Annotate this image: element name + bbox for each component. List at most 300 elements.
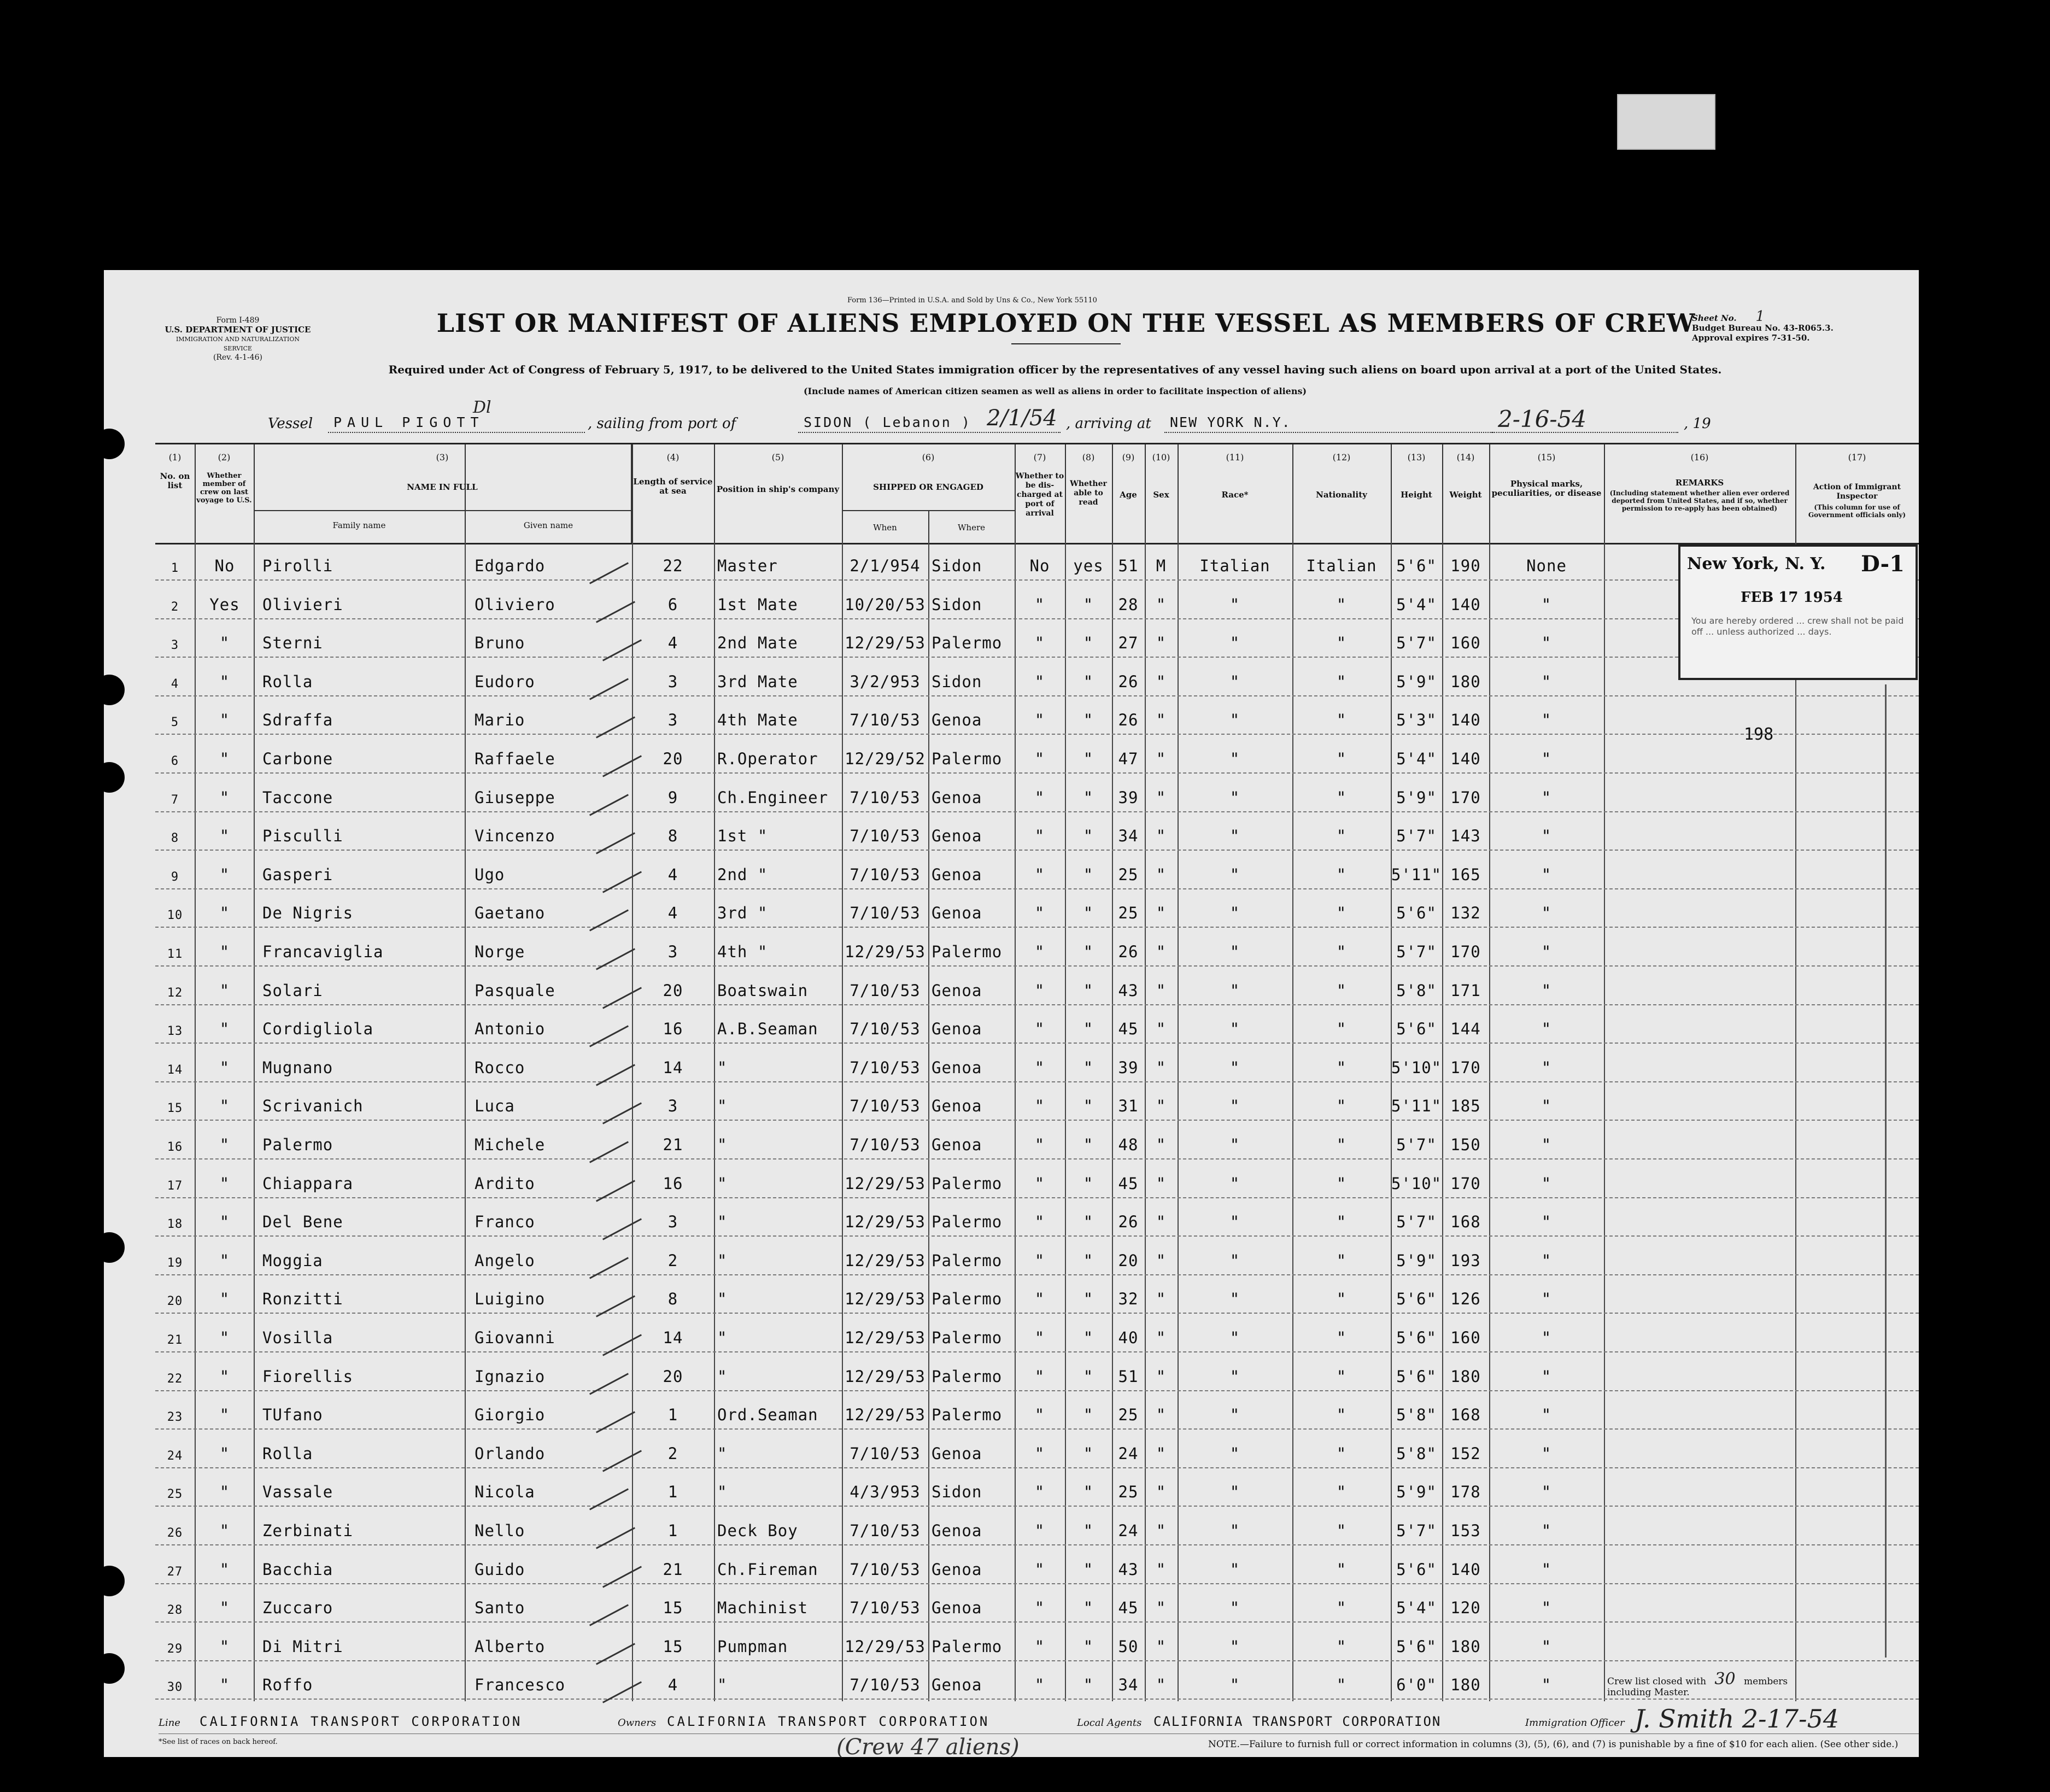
including-master: including Master. — [1607, 1687, 1690, 1698]
cell-given: Rocco — [475, 1058, 525, 1077]
agents-value: CALIFORNIA TRANSPORT CORPORATION — [1153, 1714, 1442, 1729]
col-num-14: (14) — [1456, 452, 1475, 462]
cell-race: " — [1229, 981, 1240, 1000]
cell-height: 5'7" — [1396, 634, 1437, 653]
cell-when: 7/10/53 — [850, 711, 921, 730]
cell-disch: " — [1034, 865, 1045, 884]
cell-when: 2/1/954 — [850, 557, 921, 575]
cell-race: " — [1229, 904, 1240, 923]
cell-read: " — [1083, 672, 1094, 691]
cell-disch: " — [1034, 1598, 1045, 1618]
cell-sex: " — [1156, 1598, 1167, 1618]
cell-disch: " — [1034, 749, 1045, 768]
cell-age: 20 — [1118, 1251, 1139, 1270]
cell-disch: " — [1034, 1521, 1045, 1540]
row-number: 7 — [171, 793, 179, 807]
cell-where: Genoa — [932, 904, 982, 923]
vessel-line — [268, 398, 1908, 435]
cell-length: 1 — [667, 1483, 678, 1502]
cell-marks: " — [1541, 1058, 1552, 1077]
row-number: 26 — [167, 1526, 183, 1540]
row-number: 20 — [167, 1295, 183, 1309]
cell-disch: " — [1034, 1367, 1045, 1386]
cell-sex: " — [1156, 634, 1167, 653]
cell-marks: " — [1541, 1637, 1552, 1656]
sailing-port: SIDON ( Lebanon ) — [804, 414, 971, 430]
cell-member: " — [219, 1174, 230, 1193]
cell-where: Genoa — [932, 1598, 982, 1618]
cell-marks: " — [1541, 634, 1552, 653]
officer-label: Immigration Officer — [1525, 1717, 1625, 1729]
cell-marks: " — [1541, 1676, 1552, 1695]
cell-member: " — [219, 1020, 230, 1039]
cell-length: 3 — [667, 711, 678, 730]
cell-marks: " — [1541, 711, 1552, 730]
cell-race: " — [1229, 1676, 1240, 1695]
cell-sex: " — [1156, 1328, 1167, 1347]
cell-position: 1st Mate — [717, 595, 798, 614]
cell-read: " — [1083, 1444, 1094, 1463]
cell-sex: " — [1156, 1020, 1167, 1039]
cell-age: 48 — [1118, 1135, 1139, 1154]
cell-family: Rolla — [262, 1444, 313, 1463]
cell-family: Zerbinati — [262, 1521, 354, 1540]
row-number: 18 — [167, 1217, 183, 1232]
cell-sex: " — [1156, 942, 1167, 961]
cell-where: Genoa — [932, 1020, 982, 1039]
cell-disch: " — [1034, 827, 1045, 846]
cell-given: Edgardo — [475, 557, 546, 575]
header-age: Age — [1120, 490, 1137, 500]
cell-family: Vosilla — [262, 1328, 333, 1347]
cell-sex: " — [1156, 1174, 1167, 1193]
cell-when: 7/10/53 — [850, 1676, 921, 1695]
col-num-16: (16) — [1690, 452, 1709, 462]
vessel-name: PAUL PIGOTT — [333, 414, 484, 430]
year-label: , 19 — [1684, 415, 1711, 432]
cell-nat: " — [1336, 595, 1347, 614]
cell-sex: " — [1156, 1135, 1167, 1154]
table-row — [155, 1198, 1919, 1237]
cell-sex: " — [1156, 1290, 1167, 1309]
cell-member: " — [219, 1328, 230, 1347]
cell-position: Pumpman — [717, 1637, 788, 1656]
cell-member: " — [219, 1676, 230, 1695]
cell-nat: " — [1336, 634, 1347, 653]
cell-marks: " — [1541, 1521, 1552, 1540]
service: IMMIGRATION AND NATURALIZATION SERVICE — [175, 336, 300, 352]
cell-when: 7/10/53 — [850, 981, 921, 1000]
cell-family: Di Mitri — [262, 1637, 343, 1656]
cell-marks: " — [1541, 1560, 1552, 1579]
header-able-read: Whether able to read — [1070, 479, 1107, 507]
cell-age: 25 — [1118, 904, 1139, 923]
cell-sex: " — [1156, 595, 1167, 614]
cell-disch: " — [1034, 942, 1045, 961]
cell-marks: " — [1541, 1135, 1552, 1154]
cell-where: Palermo — [932, 1174, 1003, 1193]
cell-sex: " — [1156, 1367, 1167, 1386]
cell-family: Sdraffa — [262, 711, 333, 730]
cell-age: 45 — [1118, 1174, 1139, 1193]
cell-weight: 180 — [1450, 1637, 1481, 1656]
header-remarks: REMARKS — [1675, 478, 1724, 488]
cell-family: Chiappara — [262, 1174, 354, 1193]
cell-family: Pirolli — [262, 557, 333, 575]
col-num-10: (10) — [1152, 452, 1170, 462]
cell-given: Giovanni — [475, 1328, 555, 1347]
table-row — [155, 1237, 1919, 1275]
cell-read: " — [1083, 1251, 1094, 1270]
cell-where: Genoa — [932, 1444, 982, 1463]
cell-marks: " — [1541, 1598, 1552, 1618]
cell-where: Sidon — [932, 557, 982, 575]
cell-nat: " — [1336, 749, 1347, 768]
cell-marks: " — [1541, 1174, 1552, 1193]
cell-nat: Italian — [1306, 557, 1377, 575]
cell-given: Angelo — [475, 1251, 535, 1270]
table-row — [155, 1121, 1919, 1159]
cell-family: Ronzitti — [262, 1290, 343, 1309]
cell-read: " — [1083, 1367, 1094, 1386]
cell-read: " — [1083, 942, 1094, 961]
cell-position: " — [717, 1328, 728, 1347]
row-number: 3 — [171, 639, 179, 653]
cell-sex: " — [1156, 749, 1167, 768]
cell-when: 7/10/53 — [850, 1598, 921, 1618]
cell-when: 7/10/53 — [850, 1444, 921, 1463]
cell-family: Olivieri — [262, 595, 343, 614]
cell-member: " — [219, 1058, 230, 1077]
handwritten-note: Dl — [473, 398, 491, 417]
cell-where: Genoa — [932, 711, 982, 730]
cell-height: 5'8" — [1396, 1406, 1437, 1425]
cell-height: 6'0" — [1396, 1676, 1437, 1695]
cell-member: " — [219, 981, 230, 1000]
cell-sex: " — [1156, 1251, 1167, 1270]
cell-height: 5'7" — [1396, 827, 1437, 846]
cell-read: " — [1083, 1213, 1094, 1232]
cell-height: 5'4" — [1396, 595, 1437, 614]
table-row — [155, 581, 1919, 619]
col-num-1: (1) — [168, 452, 181, 462]
cell-length: 3 — [667, 942, 678, 961]
table-row — [155, 1082, 1919, 1121]
cell-given: Franco — [475, 1213, 535, 1232]
table-row — [155, 851, 1919, 889]
cell-length: 3 — [667, 1213, 678, 1232]
cell-race: " — [1229, 634, 1240, 653]
cell-race: " — [1229, 1097, 1240, 1116]
cell-weight: 140 — [1450, 595, 1481, 614]
cell-sex: " — [1156, 827, 1167, 846]
cell-member: " — [219, 1406, 230, 1425]
table-row — [155, 1314, 1919, 1352]
cell-weight: 160 — [1450, 1328, 1481, 1347]
cell-when: 12/29/53 — [845, 1174, 926, 1193]
table-row — [155, 542, 1919, 581]
cell-where: Genoa — [932, 788, 982, 807]
cell-family: Carbone — [262, 749, 333, 768]
row-number: 23 — [167, 1410, 183, 1425]
table-row — [155, 735, 1919, 774]
form-number: Form I-489 — [216, 316, 260, 325]
cell-disch: " — [1034, 1483, 1045, 1502]
cell-given: Bruno — [475, 634, 525, 653]
cell-race: " — [1229, 1174, 1240, 1193]
cell-position: " — [717, 1290, 728, 1309]
col-num-3: (3) — [436, 452, 449, 462]
cell-weight: 180 — [1450, 1367, 1481, 1386]
cell-given: Ugo — [475, 865, 505, 884]
cell-nat: " — [1336, 942, 1347, 961]
cell-marks: " — [1541, 1444, 1552, 1463]
cell-length: 4 — [667, 904, 678, 923]
cell-race: " — [1229, 1598, 1240, 1618]
table-row — [155, 1160, 1919, 1198]
cell-when: 7/10/53 — [850, 1097, 921, 1116]
fine-note: NOTE.—Failure to furnish full or correct information in columns (3), (5), (6), and (7) is punishable by a fine of $10 for each alien. (See other side.) — [1208, 1739, 1899, 1750]
punch-hole — [94, 762, 125, 793]
cell-when: 7/10/53 — [850, 1058, 921, 1077]
cell-disch: " — [1034, 1676, 1045, 1695]
cell-member: " — [219, 1251, 230, 1270]
sheet-number-block — [1692, 308, 1872, 343]
cell-position: R.Operator — [717, 749, 818, 768]
cell-length: 20 — [663, 749, 683, 768]
cell-length: 1 — [667, 1521, 678, 1540]
cell-weight: 120 — [1450, 1598, 1481, 1618]
cell-marks: " — [1541, 981, 1552, 1000]
sailing-date: 2/1/54 — [987, 406, 1057, 431]
cell-disch: " — [1034, 1174, 1045, 1193]
form-id-block — [164, 316, 312, 362]
cell-age: 50 — [1118, 1637, 1139, 1656]
cell-family: Rolla — [262, 672, 313, 691]
cell-race: " — [1229, 1135, 1240, 1154]
cell-position: " — [717, 1676, 728, 1695]
cell-read: " — [1083, 1406, 1094, 1425]
cell-read: " — [1083, 865, 1094, 884]
cell-member: " — [219, 1598, 230, 1618]
cell-disch: " — [1034, 1328, 1045, 1347]
cell-race: " — [1229, 1058, 1240, 1077]
cell-where: Palermo — [932, 1328, 1003, 1347]
row-number: 9 — [171, 870, 179, 884]
cell-length: 4 — [667, 634, 678, 653]
cell-read: " — [1083, 1058, 1094, 1077]
cell-position: " — [717, 1058, 728, 1077]
crew-closed-label: Crew list closed with — [1607, 1676, 1707, 1687]
revision: (Rev. 4-1-46) — [213, 353, 262, 362]
cell-where: Genoa — [932, 827, 982, 846]
cell-length: 6 — [667, 595, 678, 614]
table-row — [155, 619, 1919, 658]
cell-height: 5'6" — [1396, 1367, 1437, 1386]
cell-sex: " — [1156, 1521, 1167, 1540]
cell-position: Ch.Engineer — [717, 788, 829, 807]
row-number: 12 — [167, 986, 183, 1000]
owners-label: Owners — [618, 1717, 657, 1729]
cell-race: " — [1229, 865, 1240, 884]
row-number: 27 — [167, 1565, 183, 1579]
cell-member: " — [219, 1135, 230, 1154]
cell-where: Genoa — [932, 981, 982, 1000]
header-action-sub: (This column for use of Government officials only) — [1808, 503, 1906, 519]
row-number: 6 — [171, 754, 179, 768]
cell-marks: " — [1541, 827, 1552, 846]
header-shipped: SHIPPED OR ENGAGED — [873, 482, 983, 492]
cell-height: 5'6" — [1396, 1020, 1437, 1039]
cell-disch: " — [1034, 711, 1045, 730]
cell-given: Giorgio — [475, 1406, 546, 1425]
cell-given: Pasquale — [475, 981, 555, 1000]
printer-line: Form 136—Printed in U.S.A. and Sold by Uns & Co., New York 55110 — [847, 296, 1097, 304]
cell-marks: " — [1541, 1328, 1552, 1347]
cell-disch: " — [1034, 595, 1045, 614]
cell-age: 51 — [1118, 557, 1139, 575]
cell-nat: " — [1336, 1251, 1347, 1270]
cell-read: " — [1083, 1328, 1094, 1347]
cell-member: " — [219, 672, 230, 691]
cell-read: " — [1083, 1676, 1094, 1695]
header-no-on-list: No. on list — [160, 471, 190, 490]
budget-number: Budget Bureau No. 43-R065.3. — [1692, 323, 1834, 333]
cell-race: " — [1229, 1213, 1240, 1232]
cell-age: 34 — [1118, 827, 1139, 846]
paper-scrap — [1617, 94, 1715, 150]
cell-length: 1 — [667, 1406, 678, 1425]
table-row — [155, 1584, 1919, 1623]
cell-sex: " — [1156, 1058, 1167, 1077]
cell-position: " — [717, 1213, 728, 1232]
cell-when: 7/10/53 — [850, 1135, 921, 1154]
cell-when: 12/29/53 — [845, 1637, 926, 1656]
cell-sex: " — [1156, 1483, 1167, 1502]
cell-nat: " — [1336, 1521, 1347, 1540]
cell-sex: " — [1156, 672, 1167, 691]
cell-age: 34 — [1118, 1676, 1139, 1695]
row-number: 21 — [167, 1333, 183, 1347]
cell-read: " — [1083, 788, 1094, 807]
cell-race: " — [1229, 1328, 1240, 1347]
cell-weight: 150 — [1450, 1135, 1481, 1154]
row-number: 1 — [171, 561, 179, 575]
cell-marks: " — [1541, 904, 1552, 923]
cell-position: Ord.Seaman — [717, 1406, 818, 1425]
row-number: 2 — [171, 600, 179, 614]
cell-member: " — [219, 1444, 230, 1463]
cell-family: Francaviglia — [262, 942, 384, 961]
inspector-pencil-line — [1885, 684, 1887, 1658]
cell-when: 3/2/953 — [850, 672, 921, 691]
cell-family: Palermo — [262, 1135, 333, 1154]
table-row — [155, 1391, 1919, 1430]
cell-weight: 170 — [1450, 1058, 1481, 1077]
cell-disch: " — [1034, 1213, 1045, 1232]
col-num-13: (13) — [1407, 452, 1426, 462]
cell-member: No — [214, 557, 235, 575]
cell-weight: 140 — [1450, 749, 1481, 768]
table-row — [155, 1623, 1919, 1661]
row-number: 25 — [167, 1488, 183, 1502]
cell-read: " — [1083, 711, 1094, 730]
cell-length: 16 — [663, 1174, 683, 1193]
cell-weight: 144 — [1450, 1020, 1481, 1039]
cell-read: " — [1083, 634, 1094, 653]
header-length-service: Length of service at sea — [633, 477, 713, 496]
cell-member: " — [219, 1097, 230, 1116]
table-row — [155, 967, 1919, 1005]
cell-family: Pisculli — [262, 827, 343, 846]
cell-position: Ch.Fireman — [717, 1560, 818, 1579]
cell-race: " — [1229, 1637, 1240, 1656]
cell-weight: 168 — [1450, 1406, 1481, 1425]
cell-position: " — [717, 1097, 728, 1116]
cell-family: Zuccaro — [262, 1598, 333, 1618]
cell-where: Palermo — [932, 1406, 1003, 1425]
cell-when: 12/29/53 — [845, 1367, 926, 1386]
table-row — [155, 1430, 1919, 1468]
cell-family: Gasperi — [262, 865, 333, 884]
punch-hole — [94, 1653, 125, 1684]
cell-read: " — [1083, 981, 1094, 1000]
cell-race: " — [1229, 1367, 1240, 1386]
row-number: 8 — [171, 831, 179, 846]
cell-given: Giuseppe — [475, 788, 555, 807]
cell-age: 25 — [1118, 1406, 1139, 1425]
col-num-11: (11) — [1226, 452, 1244, 462]
cell-given: Gaetano — [475, 904, 546, 923]
manifest-sheet — [104, 270, 1919, 1760]
stamp-date: FEB 17 1954 — [1741, 589, 1843, 606]
cell-where: Genoa — [932, 865, 982, 884]
cell-length: 2 — [667, 1444, 678, 1463]
cell-nat: " — [1336, 711, 1347, 730]
cell-age: 31 — [1118, 1097, 1139, 1116]
title-rule — [1011, 343, 1121, 344]
cell-given: Nicola — [475, 1483, 535, 1502]
cell-age: 40 — [1118, 1328, 1139, 1347]
cell-weight: 152 — [1450, 1444, 1481, 1463]
cell-sex: " — [1156, 1406, 1167, 1425]
cell-weight: 126 — [1450, 1290, 1481, 1309]
header-discharged: Whether to be dis-charged at port of arrival — [1015, 472, 1064, 518]
cell-sex: " — [1156, 1213, 1167, 1232]
cell-position: 2nd " — [717, 865, 768, 884]
cell-given: Nello — [475, 1521, 525, 1540]
cell-when: 7/10/53 — [850, 1560, 921, 1579]
header-whether-member: Whether member of crew on last voyage to U.S. — [196, 472, 252, 505]
cell-when: 7/10/53 — [850, 865, 921, 884]
cell-length: 20 — [663, 981, 683, 1000]
cell-position: 4th Mate — [717, 711, 798, 730]
header-remarks-sub: (Including statement whether alien ever ordered deported from United States, and if so, whether permission to re-apply has been obtained) — [1609, 489, 1790, 512]
cell-race: " — [1229, 1251, 1240, 1270]
cell-weight: 193 — [1450, 1251, 1481, 1270]
cell-height: 5'6" — [1396, 1637, 1437, 1656]
cell-marks: " — [1541, 1213, 1552, 1232]
cell-read: yes — [1073, 557, 1104, 575]
port-underline — [798, 432, 1061, 433]
cell-height: 5'11" — [1391, 1097, 1442, 1116]
cell-race: " — [1229, 749, 1240, 768]
cell-member: " — [219, 1560, 230, 1579]
row-number: 15 — [167, 1102, 183, 1116]
cell-height: 5'6" — [1396, 1328, 1437, 1347]
cell-sex: " — [1156, 1676, 1167, 1695]
col-num-4: (4) — [666, 452, 680, 462]
